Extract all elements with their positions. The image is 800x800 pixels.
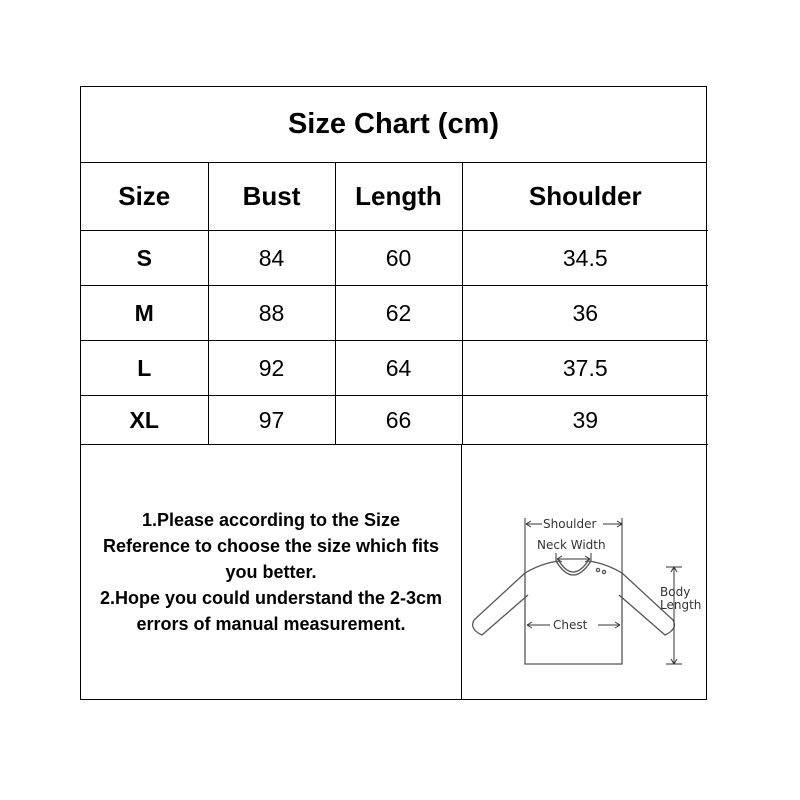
shoulder-cell: 37.5 xyxy=(462,341,708,396)
shoulder-cell: 39 xyxy=(462,396,708,445)
size-chart xyxy=(80,86,707,700)
size-cell: L xyxy=(81,341,208,396)
chest-label: Chest xyxy=(553,618,588,632)
length-cell: 64 xyxy=(335,341,462,396)
shoulder-cell: 36 xyxy=(462,286,708,341)
note-line: 1.Please according to the Size xyxy=(141,510,401,530)
length-cell: 66 xyxy=(335,396,462,445)
neck-width-label: Neck Width xyxy=(537,538,606,552)
note-line: errors of manual measurement. xyxy=(136,614,406,634)
size-cell: M xyxy=(81,286,208,341)
table-row xyxy=(81,396,708,445)
note-line: you better. xyxy=(225,562,317,582)
header-bust: Bust xyxy=(208,163,335,231)
table-row xyxy=(81,286,708,341)
header-length: Length xyxy=(335,163,462,231)
size-table xyxy=(81,163,708,445)
header-row xyxy=(81,163,708,231)
table-row xyxy=(81,341,708,396)
note-line: 2.Hope you could understand the 2-3cm xyxy=(99,588,443,608)
length-cell: 60 xyxy=(335,231,462,286)
bust-cell: 84 xyxy=(208,231,335,286)
shoulder-label: Shoulder xyxy=(543,517,597,531)
header-shoulder: Shoulder xyxy=(462,163,708,231)
shoulder-cell: 34.5 xyxy=(462,231,708,286)
bust-cell: 92 xyxy=(208,341,335,396)
size-cell: S xyxy=(81,231,208,286)
info-section xyxy=(81,445,706,699)
measurement-notes xyxy=(81,445,462,699)
bust-cell: 97 xyxy=(208,396,335,445)
sweater-measurement-icon xyxy=(462,445,708,699)
header-size: Size xyxy=(81,163,208,231)
note-line: Reference to choose the size which fits xyxy=(102,536,440,556)
body-label: Body xyxy=(660,585,691,599)
measurement-diagram xyxy=(462,445,708,699)
bust-cell: 88 xyxy=(208,286,335,341)
table-row xyxy=(81,231,708,286)
size-cell: XL xyxy=(81,396,208,445)
chart-title: Size Chart (cm) xyxy=(81,87,706,163)
length-label: Length xyxy=(660,598,702,612)
length-cell: 62 xyxy=(335,286,462,341)
